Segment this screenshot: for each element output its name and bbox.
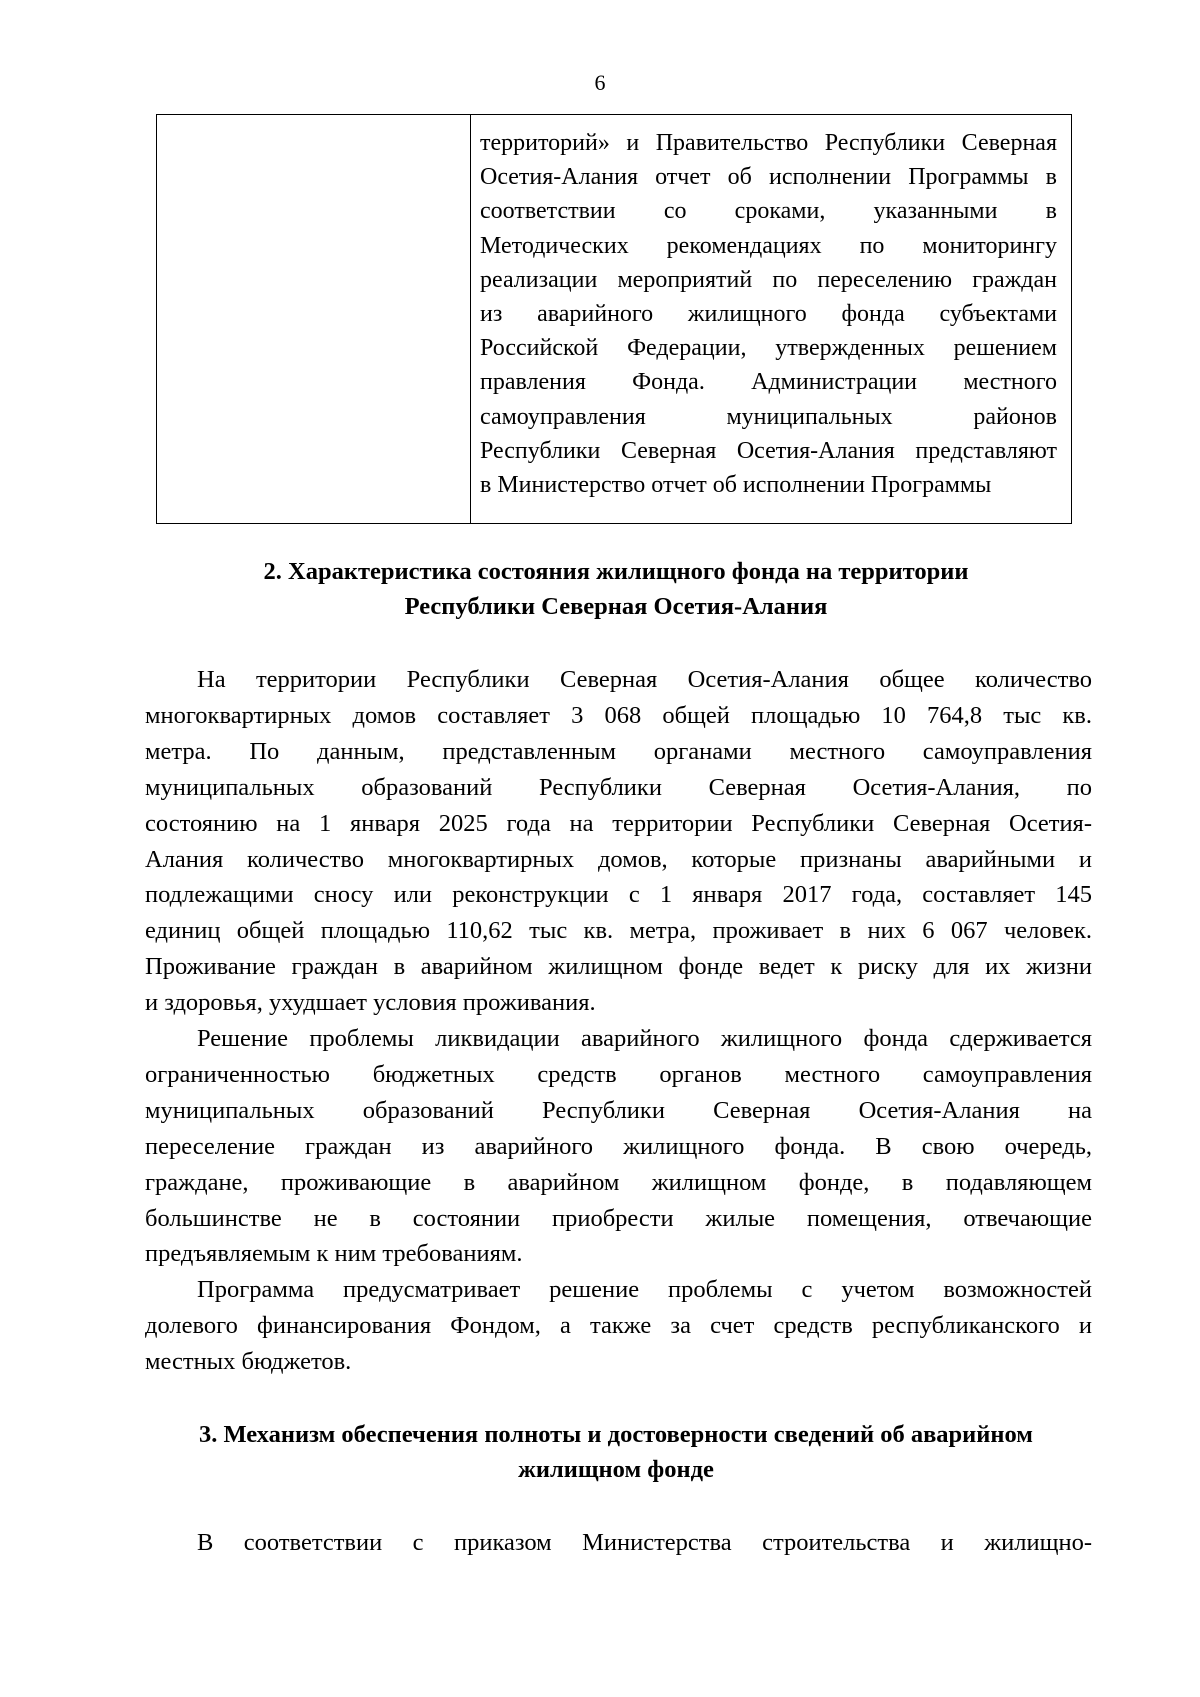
paragraph-line: Проживание граждан в аварийном жилищном фонде ведет к риску для их жизни	[145, 953, 1092, 981]
continuation-table	[156, 114, 1072, 524]
paragraph-line: большинстве не в состоянии приобрести жилые помещения, отвечающие	[145, 1204, 1092, 1232]
table-cell-line: правления Фонда. Администрации местного	[480, 369, 1057, 396]
page-number: 6	[594, 70, 606, 95]
paragraph-line: переселение граждан из аварийного жилищного фонда. В свою очередь,	[145, 1132, 1092, 1160]
paragraph-line: единиц общей площадью 110,62 тыс кв. метра, проживает в них 6 067 человек.	[145, 917, 1092, 945]
heading-line: 2. Характеристика состояния жилищного фонда на территории	[263, 558, 969, 585]
paragraph-line: метра. По данным, представленным органами местного самоуправления	[145, 737, 1092, 765]
paragraph-line: долевого финансирования Фондом, а также за счет средств республиканского и	[145, 1311, 1092, 1339]
section-2-paragraph-3	[145, 1272, 1092, 1380]
paragraph-line: Программа предусматривает решение проблемы с учетом возможностей	[197, 1276, 1092, 1303]
section-2-paragraph-2	[145, 1021, 1092, 1272]
table-cell-line: реализации мероприятий по переселению граждан	[480, 266, 1057, 293]
table-cell-line: соответствии со сроками, указанными в	[480, 198, 1057, 225]
paragraph-line: многоквартирных домов составляет 3 068 общей площадью 10 764,8 тыс кв.	[145, 701, 1092, 729]
table-row	[157, 115, 1072, 524]
table-cell-line: Республики Северная Осетия-Алания представляют	[480, 437, 1057, 464]
paragraph-line: Алания количество многоквартирных домов, которые признаны аварийными и	[145, 845, 1092, 873]
table-cell-line: Российской Федерации, утвержденных решением	[480, 335, 1057, 362]
table-cell-line: Осетия-Алания отчет об исполнении Программы в	[480, 164, 1057, 191]
heading-line: жилищном фонде	[518, 1456, 714, 1483]
paragraph-line: ограниченностью бюджетных средств органов местного самоуправления	[145, 1060, 1092, 1088]
table-cell-line: в Министерство отчет об исполнении Программы	[480, 472, 992, 499]
paragraph-line: подлежащими сносу или реконструкции с 1 января 2017 года, составляет 145	[145, 881, 1092, 909]
paragraph-line: граждане, проживающие в аварийном жилищном фонде, в подавляющем	[145, 1168, 1092, 1196]
paragraph-line: В соответствии с приказом Министерства строительства и жилищно-	[197, 1529, 1092, 1556]
table-cell-line: самоуправления муниципальных районов	[480, 403, 1057, 430]
heading-line: Республики Северная Осетия-Алания	[404, 593, 828, 620]
paragraph-line: муниципальных образований Республики Северная Осетия-Алания на	[145, 1096, 1092, 1124]
heading-line: 3. Механизм обеспечения полноты и достоверности сведений об аварийном	[199, 1421, 1033, 1448]
paragraph-line: муниципальных образований Республики Северная Осетия-Алания, по	[145, 773, 1092, 801]
paragraph-line: предъявляемым к ним требованиям.	[145, 1240, 523, 1268]
table-cell-text	[471, 115, 1072, 524]
paragraph-line: и здоровья, ухудшает условия проживания.	[145, 989, 596, 1017]
paragraph-line: Решение проблемы ликвидации аварийного жилищного фонда сдерживается	[197, 1025, 1092, 1052]
table-cell-line: территорий» и Правительство Республики Северная	[480, 130, 1057, 156]
section-2-heading	[140, 554, 1092, 624]
section-3-heading	[140, 1417, 1092, 1487]
section-2-paragraph-1	[145, 662, 1092, 1021]
table-cell-empty	[157, 115, 471, 524]
paragraph-line: состоянию на 1 января 2025 года на территории Республики Северная Осетия-	[145, 809, 1092, 837]
table-cell-line: Методических рекомендациях по мониторингу	[480, 232, 1057, 259]
section-3-paragraph-1	[145, 1525, 1092, 1561]
table-cell-line: из аварийного жилищного фонда субъектами	[480, 301, 1057, 328]
paragraph-line: На территории Республики Северная Осетия-Алания общее количество	[197, 666, 1092, 693]
paragraph-line: местных бюджетов.	[145, 1347, 352, 1375]
